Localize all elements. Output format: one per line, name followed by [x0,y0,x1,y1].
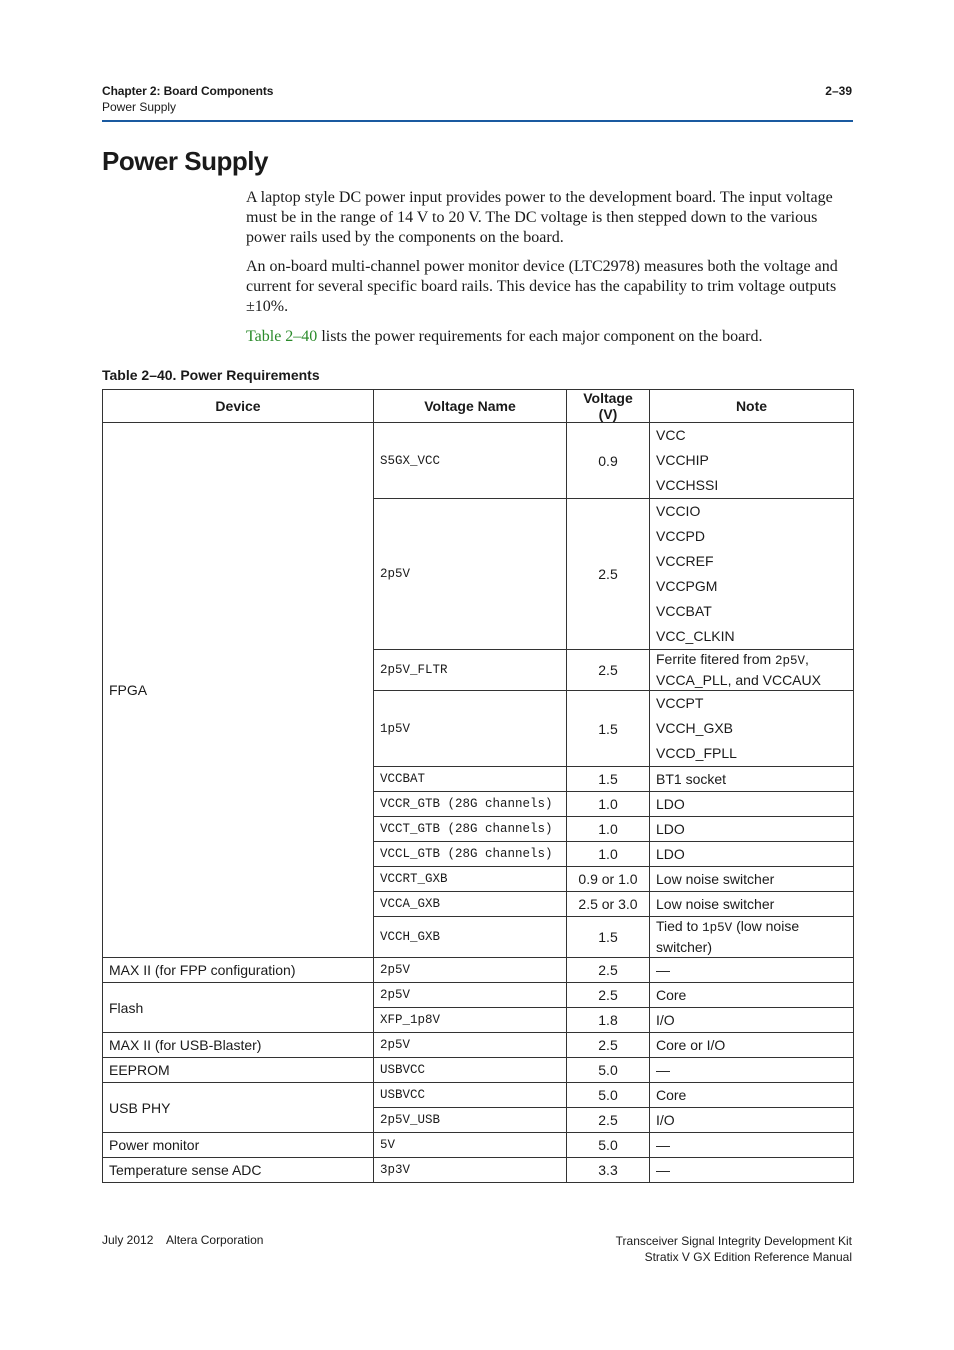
table-row [103,1058,854,1083]
voltage-cell: 2.5 [567,499,650,650]
table-row [103,983,854,1008]
voltage-cell: 2.5 [567,1033,650,1058]
footer-document-title [616,1233,852,1265]
table-row [103,1083,854,1108]
table-row [103,958,854,983]
device-cell: MAX II (for FPP configuration) [103,958,374,983]
running-header-chapter: Chapter 2: Board Components [102,84,274,98]
note-text: Tied to [656,918,703,934]
voltage-name-cell: S5GX_VCC [374,423,567,499]
note-line: VCCPGM [656,578,718,594]
note-cell [650,691,854,767]
voltage-cell: 1.5 [567,917,650,958]
voltage-cell: 2.5 or 3.0 [567,892,650,917]
voltage-name-cell: 3p3V [374,1158,567,1183]
column-header-note: Note [650,390,854,423]
note-cell: Core [650,1083,854,1108]
device-cell: Flash [103,983,374,1033]
voltage-cell: 1.0 [567,842,650,867]
note-line: VCCPD [656,528,706,544]
note-cell: — [650,1133,854,1158]
table-row [103,423,854,499]
voltage-name-cell: 1p5V [374,691,567,767]
note-line: VCCREF [656,553,714,569]
voltage-name-cell: VCCL_GTB (28G channels) [374,842,567,867]
voltage-name-cell: 2p5V [374,499,567,650]
note-line: VCCD_FPLL [656,745,737,761]
note-cell [650,917,854,958]
running-header-section: Power Supply [102,100,177,114]
note-cell: Low noise switcher [650,867,854,892]
note-line: VCCBAT [656,603,712,619]
device-cell: USB PHY [103,1083,374,1133]
voltage-name-cell: 5V [374,1133,567,1158]
voltage-cell: 1.0 [567,792,650,817]
note-line [656,917,847,938]
note-line: VCCHIP [656,452,709,468]
voltage-name-cell: VCCH_GXB [374,917,567,958]
voltage-cell: 1.5 [567,767,650,792]
voltage-name-cell: 2p5V [374,958,567,983]
note-cell: — [650,958,854,983]
note-line: VCCA_PLL, and VCCAUX [656,672,821,688]
footer-manual-name: Stratix V GX Edition Reference Manual [644,1250,852,1264]
note-cell: Core or I/O [650,1033,854,1058]
note-cell: — [650,1158,854,1183]
voltage-cell: 2.5 [567,1108,650,1133]
device-cell: EEPROM [103,1058,374,1083]
note-line: VCCHSSI [656,477,719,493]
footer-date-publisher: July 2012 Altera Corporation [102,1233,264,1247]
page-title: Power Supply [102,146,268,176]
voltage-cell: 1.8 [567,1008,650,1033]
note-line: VCCPT [656,695,704,711]
note-cell [650,423,854,499]
note-cell [650,499,854,650]
paragraph-table-reference [246,327,851,347]
voltage-cell: 2.5 [567,983,650,1008]
column-header-voltage: Voltage (V) [567,390,650,423]
note-line [656,650,847,671]
note-line: VCC_CLKIN [656,628,735,644]
table-row [103,1158,854,1183]
voltage-name-cell: 2p5V [374,1033,567,1058]
voltage-name-cell: VCCA_GXB [374,892,567,917]
note-cell: — [650,1058,854,1083]
note-cell: LDO [650,792,854,817]
column-header-device: Device [103,390,374,423]
voltage-name-cell: USBVCC [374,1083,567,1108]
page-number: 2–39 [825,84,852,98]
voltage-name-cell: VCCRT_GXB [374,867,567,892]
note-cell: I/O [650,1008,854,1033]
device-cell: FPGA [103,423,374,958]
voltage-name-cell: VCCT_GTB (28G channels) [374,817,567,842]
note-cell: LDO [650,842,854,867]
note-text: (low noise [732,918,800,934]
note-code: 2p5V [775,654,806,668]
table-cross-reference-link[interactable]: Table 2–40 [246,328,318,345]
header-rule [102,120,853,122]
voltage-name-cell: 2p5V_USB [374,1108,567,1133]
voltage-cell: 1.0 [567,817,650,842]
note-cell: I/O [650,1108,854,1133]
voltage-name-cell: 2p5V_FLTR [374,650,567,691]
table-row [103,1033,854,1058]
device-cell: Temperature sense ADC [103,1158,374,1183]
voltage-cell: 2.5 [567,650,650,691]
note-text: Ferrite fitered from [656,651,776,667]
voltage-name-cell: VCCBAT [374,767,567,792]
note-text: , [805,651,809,667]
note-line: switcher) [656,939,713,955]
footer-kit-name: Transceiver Signal Integrity Development Kit [615,1234,852,1248]
note-cell: LDO [650,817,854,842]
note-cell: BT1 socket [650,767,854,792]
column-header-voltage-name: Voltage Name [374,390,567,423]
voltage-cell: 5.0 [567,1058,650,1083]
note-cell [650,650,854,691]
power-requirements-table [102,389,854,1183]
voltage-cell: 2.5 [567,958,650,983]
voltage-cell: 3.3 [567,1158,650,1183]
note-line: VCC [656,427,686,443]
device-cell: Power monitor [103,1133,374,1158]
voltage-cell: 5.0 [567,1133,650,1158]
note-cell: Low noise switcher [650,892,854,917]
voltage-cell: 0.9 or 1.0 [567,867,650,892]
note-code: 1p5V [702,921,733,935]
table-row [103,1133,854,1158]
voltage-cell: 5.0 [567,1083,650,1108]
voltage-cell: 1.5 [567,691,650,767]
table-caption: Table 2–40. Power Requirements [102,367,320,383]
voltage-name-cell: XFP_1p8V [374,1008,567,1033]
note-line: VCCIO [656,503,701,519]
voltage-cell: 0.9 [567,423,650,499]
device-cell: MAX II (for USB-Blaster) [103,1033,374,1058]
voltage-name-cell: USBVCC [374,1058,567,1083]
paragraph-table-reference-text: lists the power requirements for each major component on the board. [317,328,763,345]
note-cell: Core [650,983,854,1008]
voltage-name-cell: VCCR_GTB (28G channels) [374,792,567,817]
paragraph-dc-input: A laptop style DC power input provides power to the development board. The input voltage must be in the range of 14 V to 20 V. The DC voltage is then stepped down to the various power rails used by the components on the board. [246,189,833,246]
note-line: VCCH_GXB [656,720,734,736]
table-header-row [103,390,854,423]
paragraph-power-monitor: An on-board multi-channel power monitor device (LTC2978) measures both the voltage and current for several specific board rails. This device has the capability to trim voltage outputs ±10%. [246,258,838,315]
voltage-name-cell: 2p5V [374,983,567,1008]
